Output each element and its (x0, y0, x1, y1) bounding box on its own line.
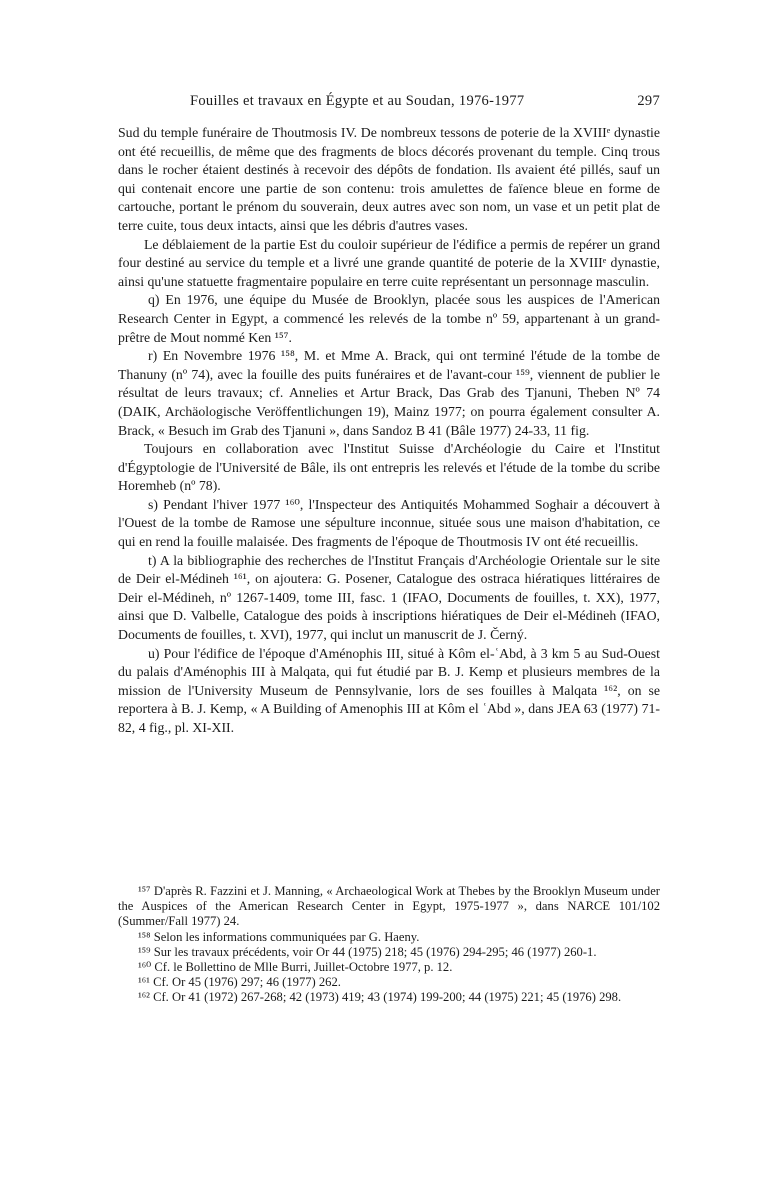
paragraph: Le déblaiement de la partie Est du couloir supérieur de l'édifice a permis de repérer un grand four destiné au service du temple et a livré une grande quantité de poterie de la XVIIIᵉ dynastie, ainsi qu'une statuette fragmentaire populaire en terre cuite représentant un personnage masculin. (118, 236, 660, 289)
paragraph: Toujours en collaboration avec l'Institut Suisse d'Archéologie du Caire et l'Institut d'Égyptologie de l'Université de Bâle, ils ont entrepris les relevés et l'étude de la tombe du scribe Horemheb (nº 78). (118, 441, 660, 494)
main-text (118, 124, 660, 738)
footnote: ¹⁶² Cf. Or 41 (1972) 267-268; 42 (1973) 419; 43 (1974) 199-200; 44 (1975) 221; 45 (1976) 298. (138, 990, 622, 1005)
footnote: ¹⁵⁹ Sur les travaux précédents, voir Or 44 (1975) 218; 45 (1976) 294-295; 46 (1977) 260-1. (138, 944, 597, 959)
running-head (118, 93, 660, 110)
page-number: 297 (637, 93, 660, 109)
footnote: ¹⁶¹ Cf. Or 45 (1976) 297; 46 (1977) 262. (138, 975, 341, 990)
paragraph: Sud du temple funéraire de Thoutmosis IV. De nombreux tessons de poterie de la XVIIIᵉ dynastie ont été recueillis, de même que des fragments de blocs décorés provenant du temple. Cinq trous dans le rocher étaient destinés à recevoir des dépôts de fondation. Ils avaient été pillés, sauf un qui contenait encore une partie de son contenu: trois amulettes de faïence bleue en forme de cartouche, portant le prénom du souverain, deux autres avec son nom, un vase et un petit plat de terre cuite, tous deux intacts, ainsi que les débris d'autres vases. (118, 125, 660, 233)
paragraph: r) En Novembre 1976 ¹⁵⁸, M. et Mme A. Brack, qui ont terminé l'étude de la tombe de Thanuny (nº 74), avec la fouille des puits funéraires et de l'avant-cour ¹⁵⁹, viennent de publier le résultat de leurs travaux; cf. Annelies et Artur Brack, Das Grab des Tjanuni, Theben Nº 74 (DAIK, Archäologische Veröffentlichungen 19), Mainz 1977; on pourra également consulter A. Brack, « Besuch im Grab des Tjanuni », dans Sandoz B 41 (Bâle 1977) 24-33, 11 fig. (118, 348, 660, 438)
paragraph: t) A la bibliographie des recherches de l'Institut Français d'Archéologie Orientale sur le site de Deir el-Médineh ¹⁶¹, on ajoutera: G. Posener, Catalogue des ostraca hiératiques littéraires de Deir el-Médineh, nº 1267-1409, tome III, fasc. 1 (IFAO, Documents de fouilles, t. XX), 1977, ainsi que D. Valbelle, Catalogue des poids à inscriptions hiératiques de Deir el-Médineh (IFAO, Documents de fouilles, t. XVI), 1977, qui inclut un manuscrit de J. Černý. (118, 552, 660, 643)
footnote: ¹⁶⁰ Cf. le Bollettino de Mlle Burri, Juillet-Octobre 1977, p. 12. (138, 960, 453, 975)
footnotes (118, 884, 660, 1006)
page-body (118, 93, 660, 738)
paragraph: s) Pendant l'hiver 1977 ¹⁶⁰, l'Inspecteur des Antiquités Mohammed Soghair a découvert à l'Ouest de la tombe de Ramose une sépulture inconnue, située sous une maison d'habitation, ce qui en rend la fouille malaisée. Des fragments de l'époque de Thoutmosis IV ont été recueillis. (118, 496, 660, 550)
running-title: Fouilles et travaux en Égypte et au Soudan, 1976-1977 (190, 93, 525, 109)
paragraph: u) Pour l'édifice de l'époque d'Aménophis III, situé à Kôm el-ʿAbd, à 3 km 5 au Sud-Ouest du palais d'Aménophis III à Malqata, qui fut étudié par B. J. Kemp et plusieurs membres de la mission de l'University Museum de Pennsylvanie, lors de ses fouilles à Malqata ¹⁶², on se reportera à B. J. Kemp, « A Building of Amenophis III at Kôm el ʿAbd », dans JEA 63 (1977) 71-82, 4 fig., pl. XI-XII. (118, 645, 660, 735)
footnote: ¹⁵⁸ Selon les informations communiquées par G. Haeny. (138, 929, 420, 944)
paragraph: q) En 1976, une équipe du Musée de Brooklyn, placée sous les auspices de l'American Research Center in Egypt, a commencé les relevés de la tombe nº 59, appartenant à un grand-prêtre de Mout nommé Ken ¹⁵⁷. (118, 292, 660, 345)
footnote: ¹⁵⁷ D'après R. Fazzini et J. Manning, « Archaeological Work at Thebes by the Brooklyn Museum under the Auspices of the American Research Center in Egypt, 1975-1977 », dans NARCE 101/102 (Summer/Fall 1977) 24. (118, 884, 660, 929)
